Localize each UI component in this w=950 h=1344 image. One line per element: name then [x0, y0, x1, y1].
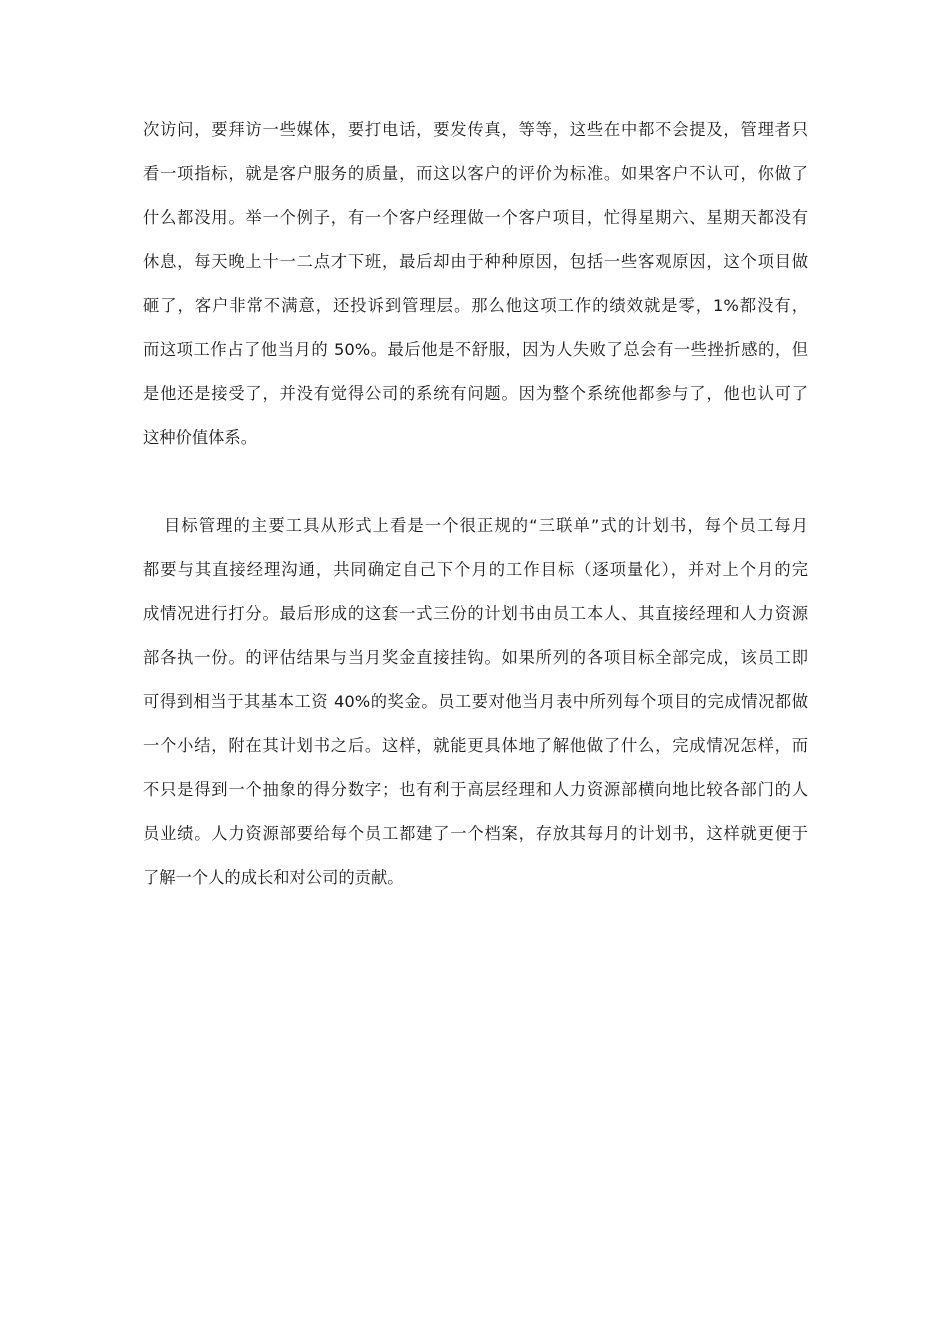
- paragraph-spacer: [143, 460, 808, 504]
- text-line: 都要与其直接经理沟通，共同确定自己下个月的工作目标（逐项量化），并对上个月的完: [143, 560, 808, 579]
- paragraph-1: [143, 108, 808, 460]
- paragraph-2: [143, 504, 808, 900]
- text-line: 了解一个人的成长和对公司的贡献。: [143, 868, 404, 887]
- text-line: 看一项指标，就是客户服务的质量，而这以客户的评价为标准。如果客户不认可，你做了: [143, 164, 808, 183]
- text-line: 次访问，要拜访一些媒体，要打电话，要发传真，等等，这些在中都不会提及，管理者只: [143, 120, 808, 139]
- text-line: 部各执一份。的评估结果与当月奖金直接挂钩。如果所列的各项目标全部完成，该员工即: [143, 648, 808, 667]
- text-line: 可得到相当于其基本工资 40%的奖金。员工要对他当月表中所列每个项目的完成情况都做: [143, 692, 808, 711]
- text-line: 休息，每天晚上十一二点才下班，最后却由于种种原因，包括一些客观原因，这个项目做: [143, 252, 808, 271]
- text-line: 成情况进行打分。最后形成的这套一式三份的计划书由员工本人、其直接经理和人力资源: [143, 604, 808, 623]
- text-line: 员业绩。人力资源部要给每个员工都建了一个档案，存放其每月的计划书，这样就更便于: [143, 824, 808, 843]
- text-line: 一个小结，附在其计划书之后。这样，就能更具体地了解他做了什么，完成情况怎样，而: [143, 736, 808, 755]
- text-line: 砸了，客户非常不满意，还投诉到管理层。那么他这项工作的绩效就是零，1%都没有，: [143, 296, 808, 315]
- text-line: 而这项工作占了他当月的 50%。最后他是不舒服，因为人失败了总会有一些挫折感的，但: [143, 340, 808, 359]
- text-line: 是他还是接受了，并没有觉得公司的系统有问题。因为整个系统他都参与了，他也认可了: [143, 384, 808, 403]
- document-body: [143, 108, 808, 900]
- text-line: 不只是得到一个抽象的得分数字；也有利于高层经理和人力资源部横向地比较各部门的人: [143, 780, 808, 799]
- text-line: 目标管理的主要工具从形式上看是一个很正规的“三联单”式的计划书，每个员工每月: [164, 516, 808, 535]
- text-line: 什么都没用。举一个例子，有一个客户经理做一个客户项目，忙得星期六、星期天都没有: [143, 208, 808, 227]
- text-line: 这种价值体系。: [143, 428, 257, 447]
